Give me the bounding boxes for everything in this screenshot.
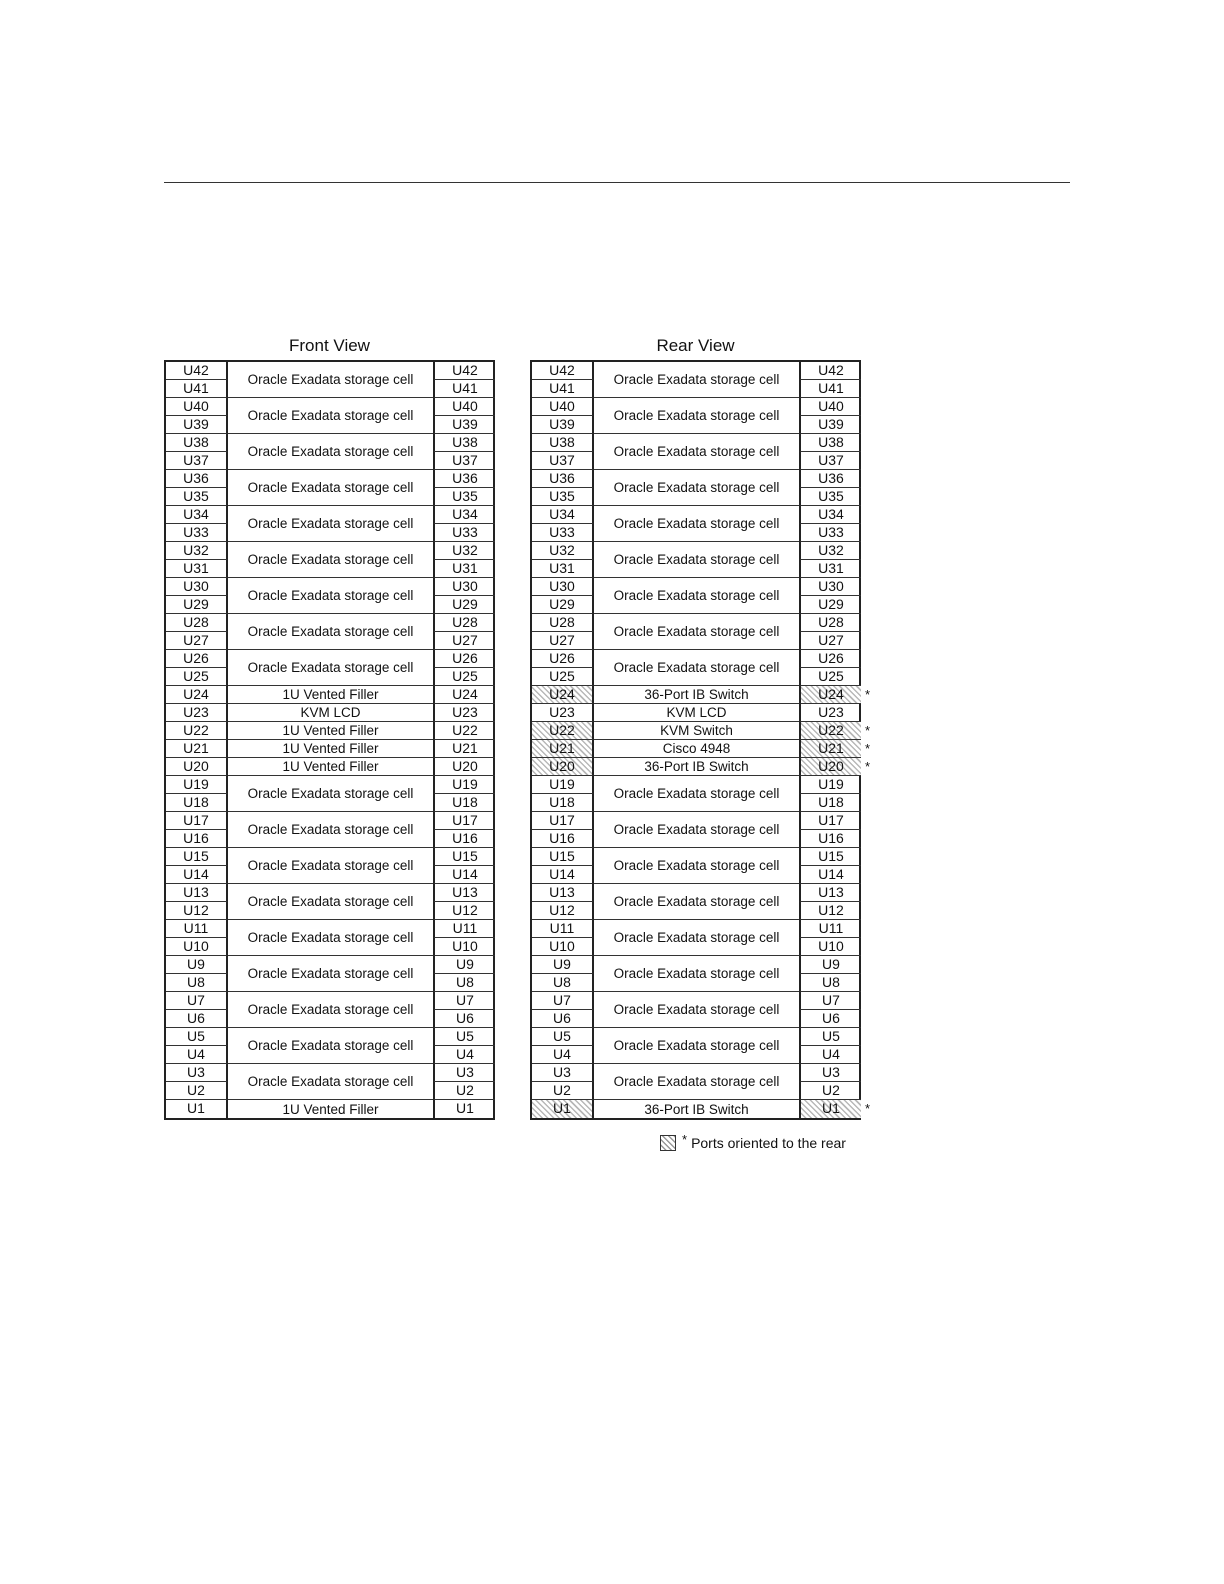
- rear-unit-label-right-u39: U39: [799, 416, 861, 434]
- front-device-u20: 1U Vented Filler: [228, 758, 433, 776]
- rear-unit-label-left-u17: U17: [532, 812, 594, 830]
- legend: [660, 1133, 846, 1153]
- front-unit-label-left-u41: U41: [166, 380, 228, 398]
- rear-unit-label-right-u13: U13: [799, 884, 861, 902]
- front-unit-label-left-u23: U23: [166, 704, 228, 722]
- front-unit-label-right-u37: U37: [433, 452, 495, 470]
- rear-unit-label-left-u37: U37: [532, 452, 594, 470]
- front-unit-label-left-u14: U14: [166, 866, 228, 884]
- rear-unit-label-left-u14: U14: [532, 866, 594, 884]
- front-unit-label-right-u38: U38: [433, 434, 495, 452]
- front-rack-grid: [164, 360, 495, 1120]
- rear-unit-label-right-u17: U17: [799, 812, 861, 830]
- front-unit-label-left-u3: U3: [166, 1064, 228, 1082]
- rear-unit-label-right-u11: U11: [799, 920, 861, 938]
- rear-device-u19: Oracle Exadata storage cell: [594, 776, 799, 812]
- rear-unit-label-right-u28: U28: [799, 614, 861, 632]
- front-unit-label-right-u29: U29: [433, 596, 495, 614]
- rear-device-u38: Oracle Exadata storage cell: [594, 434, 799, 470]
- rear-unit-label-left-u27: U27: [532, 632, 594, 650]
- rear-device-u32: Oracle Exadata storage cell: [594, 542, 799, 578]
- front-unit-label-right-u34: U34: [433, 506, 495, 524]
- rear-device-u7: Oracle Exadata storage cell: [594, 992, 799, 1028]
- front-device-u13: Oracle Exadata storage cell: [228, 884, 433, 920]
- front-unit-label-right-u1: U1: [433, 1100, 495, 1118]
- front-device-u11: Oracle Exadata storage cell: [228, 920, 433, 956]
- rear-unit-label-left-u20: U20: [532, 758, 594, 776]
- front-unit-label-left-u12: U12: [166, 902, 228, 920]
- front-device-u15: Oracle Exadata storage cell: [228, 848, 433, 884]
- rear-unit-label-left-u8: U8: [532, 974, 594, 992]
- front-unit-label-left-u20: U20: [166, 758, 228, 776]
- front-device-u40: Oracle Exadata storage cell: [228, 398, 433, 434]
- rear-unit-label-left-u29: U29: [532, 596, 594, 614]
- rear-unit-label-left-u21: U21: [532, 740, 594, 758]
- rear-unit-label-left-u18: U18: [532, 794, 594, 812]
- rear-unit-label-left-u42: U42: [532, 362, 594, 380]
- rear-unit-label-right-u14: U14: [799, 866, 861, 884]
- front-unit-label-right-u16: U16: [433, 830, 495, 848]
- front-unit-label-left-u26: U26: [166, 650, 228, 668]
- rear-unit-label-right-u37: U37: [799, 452, 861, 470]
- front-unit-label-right-u11: U11: [433, 920, 495, 938]
- rear-unit-label-right-u29: U29: [799, 596, 861, 614]
- front-device-u32: Oracle Exadata storage cell: [228, 542, 433, 578]
- rear-unit-label-right-u22: U22: [799, 722, 861, 740]
- rear-view-rack: [530, 335, 871, 1120]
- rear-device-u3: Oracle Exadata storage cell: [594, 1064, 799, 1100]
- front-device-u34: Oracle Exadata storage cell: [228, 506, 433, 542]
- front-unit-label-right-u32: U32: [433, 542, 495, 560]
- front-unit-label-right-u6: U6: [433, 1010, 495, 1028]
- rear-unit-label-left-u10: U10: [532, 938, 594, 956]
- rear-rear-ports-marker-u21: *: [865, 741, 871, 756]
- front-device-u5: Oracle Exadata storage cell: [228, 1028, 433, 1064]
- front-device-u24: 1U Vented Filler: [228, 686, 433, 704]
- front-unit-label-right-u30: U30: [433, 578, 495, 596]
- front-unit-label-left-u16: U16: [166, 830, 228, 848]
- rear-unit-label-right-u20: U20: [799, 758, 861, 776]
- front-unit-label-right-u15: U15: [433, 848, 495, 866]
- rear-unit-label-right-u40: U40: [799, 398, 861, 416]
- rear-unit-label-left-u24: U24: [532, 686, 594, 704]
- front-device-u38: Oracle Exadata storage cell: [228, 434, 433, 470]
- rear-unit-label-right-u41: U41: [799, 380, 861, 398]
- rear-unit-label-right-u12: U12: [799, 902, 861, 920]
- front-unit-label-right-u21: U21: [433, 740, 495, 758]
- front-device-u42: Oracle Exadata storage cell: [228, 362, 433, 398]
- rear-unit-label-left-u22: U22: [532, 722, 594, 740]
- header-rule: [164, 182, 1070, 183]
- rear-device-u40: Oracle Exadata storage cell: [594, 398, 799, 434]
- rear-unit-label-right-u7: U7: [799, 992, 861, 1010]
- front-device-u23: KVM LCD: [228, 704, 433, 722]
- rear-unit-label-right-u10: U10: [799, 938, 861, 956]
- front-unit-label-right-u27: U27: [433, 632, 495, 650]
- rear-device-u15: Oracle Exadata storage cell: [594, 848, 799, 884]
- front-unit-label-right-u4: U4: [433, 1046, 495, 1064]
- front-unit-label-right-u35: U35: [433, 488, 495, 506]
- rear-rear-ports-marker-u20: *: [865, 759, 871, 774]
- front-unit-label-left-u27: U27: [166, 632, 228, 650]
- rear-device-u5: Oracle Exadata storage cell: [594, 1028, 799, 1064]
- front-device-u30: Oracle Exadata storage cell: [228, 578, 433, 614]
- rear-unit-label-left-u28: U28: [532, 614, 594, 632]
- front-unit-label-left-u35: U35: [166, 488, 228, 506]
- rear-unit-label-right-u35: U35: [799, 488, 861, 506]
- rear-rack-grid: [530, 360, 861, 1120]
- rear-unit-label-left-u15: U15: [532, 848, 594, 866]
- front-unit-label-left-u37: U37: [166, 452, 228, 470]
- rear-unit-label-left-u32: U32: [532, 542, 594, 560]
- rear-unit-label-right-u18: U18: [799, 794, 861, 812]
- rear-unit-label-right-u15: U15: [799, 848, 861, 866]
- front-unit-label-left-u33: U33: [166, 524, 228, 542]
- front-device-u9: Oracle Exadata storage cell: [228, 956, 433, 992]
- rear-unit-label-right-u1: U1: [799, 1100, 861, 1118]
- legend-star: *: [682, 1131, 688, 1147]
- front-unit-label-left-u5: U5: [166, 1028, 228, 1046]
- front-unit-label-left-u32: U32: [166, 542, 228, 560]
- rear-unit-label-left-u31: U31: [532, 560, 594, 578]
- rear-device-u1: 36-Port IB Switch: [644, 1101, 749, 1117]
- rear-device-u11: Oracle Exadata storage cell: [594, 920, 799, 956]
- rear-unit-label-right-u38: U38: [799, 434, 861, 452]
- front-unit-label-right-u39: U39: [433, 416, 495, 434]
- front-unit-label-left-u38: U38: [166, 434, 228, 452]
- front-view-title: Front View: [289, 336, 370, 355]
- front-unit-label-left-u2: U2: [166, 1082, 228, 1100]
- rear-unit-label-left-u39: U39: [532, 416, 594, 434]
- front-unit-label-left-u10: U10: [166, 938, 228, 956]
- rear-view-title: Rear View: [656, 336, 735, 355]
- front-unit-label-left-u19: U19: [166, 776, 228, 794]
- front-unit-label-left-u7: U7: [166, 992, 228, 1010]
- front-device-u7: Oracle Exadata storage cell: [228, 992, 433, 1028]
- front-device-u19: Oracle Exadata storage cell: [228, 776, 433, 812]
- front-device-u3: Oracle Exadata storage cell: [228, 1064, 433, 1100]
- rear-device-u36: Oracle Exadata storage cell: [594, 470, 799, 506]
- rear-device-u34: Oracle Exadata storage cell: [594, 506, 799, 542]
- rear-device-u30: Oracle Exadata storage cell: [594, 578, 799, 614]
- rear-unit-label-left-u23: U23: [532, 704, 594, 722]
- rear-unit-label-left-u1: U1: [532, 1100, 594, 1118]
- front-unit-label-right-u24: U24: [433, 686, 495, 704]
- front-unit-label-left-u25: U25: [166, 668, 228, 686]
- rear-unit-label-right-u31: U31: [799, 560, 861, 578]
- rear-unit-label-right-u24: U24: [799, 686, 861, 704]
- rear-unit-label-left-u3: U3: [532, 1064, 594, 1082]
- front-unit-label-right-u22: U22: [433, 722, 495, 740]
- rear-device-u22: KVM Switch: [594, 722, 799, 740]
- rear-unit-label-right-u3: U3: [799, 1064, 861, 1082]
- front-unit-label-left-u17: U17: [166, 812, 228, 830]
- rear-unit-label-right-u16: U16: [799, 830, 861, 848]
- front-unit-label-right-u23: U23: [433, 704, 495, 722]
- front-unit-label-right-u42: U42: [433, 362, 495, 380]
- front-unit-label-right-u12: U12: [433, 902, 495, 920]
- front-unit-label-right-u18: U18: [433, 794, 495, 812]
- rear-unit-label-left-u6: U6: [532, 1010, 594, 1028]
- rear-unit-label-left-u36: U36: [532, 470, 594, 488]
- rear-unit-label-left-u33: U33: [532, 524, 594, 542]
- front-unit-label-left-u13: U13: [166, 884, 228, 902]
- rear-unit-label-right-u19: U19: [799, 776, 861, 794]
- front-unit-label-right-u3: U3: [433, 1064, 495, 1082]
- rear-unit-label-right-u33: U33: [799, 524, 861, 542]
- front-unit-label-left-u31: U31: [166, 560, 228, 578]
- rear-unit-label-left-u41: U41: [532, 380, 594, 398]
- rear-unit-label-left-u25: U25: [532, 668, 594, 686]
- front-device-u28: Oracle Exadata storage cell: [228, 614, 433, 650]
- rear-rear-ports-marker-u1: *: [865, 1101, 871, 1116]
- rear-unit-label-right-u6: U6: [799, 1010, 861, 1028]
- front-unit-label-left-u30: U30: [166, 578, 228, 596]
- front-unit-label-right-u36: U36: [433, 470, 495, 488]
- rear-unit-label-right-u9: U9: [799, 956, 861, 974]
- rear-unit-label-left-u40: U40: [532, 398, 594, 416]
- rear-unit-label-left-u35: U35: [532, 488, 594, 506]
- front-unit-label-left-u28: U28: [166, 614, 228, 632]
- front-device-u22: 1U Vented Filler: [228, 722, 433, 740]
- front-unit-label-right-u33: U33: [433, 524, 495, 542]
- front-unit-label-left-u6: U6: [166, 1010, 228, 1028]
- rear-device-u21: Cisco 4948: [594, 740, 799, 758]
- front-unit-label-left-u11: U11: [166, 920, 228, 938]
- front-unit-label-right-u31: U31: [433, 560, 495, 578]
- rear-device-u20: 36-Port IB Switch: [594, 758, 799, 776]
- rear-unit-label-right-u34: U34: [799, 506, 861, 524]
- rear-unit-label-left-u4: U4: [532, 1046, 594, 1064]
- front-unit-label-left-u8: U8: [166, 974, 228, 992]
- front-unit-label-left-u24: U24: [166, 686, 228, 704]
- rear-unit-label-right-u42: U42: [799, 362, 861, 380]
- rear-unit-label-left-u16: U16: [532, 830, 594, 848]
- front-unit-label-left-u42: U42: [166, 362, 228, 380]
- rear-device-u13: Oracle Exadata storage cell: [594, 884, 799, 920]
- front-unit-label-right-u2: U2: [433, 1082, 495, 1100]
- front-device-u17: Oracle Exadata storage cell: [228, 812, 433, 848]
- front-unit-label-right-u7: U7: [433, 992, 495, 1010]
- rear-unit-label-left-u30: U30: [532, 578, 594, 596]
- front-unit-label-right-u20: U20: [433, 758, 495, 776]
- front-unit-label-right-u41: U41: [433, 380, 495, 398]
- rear-unit-label-right-u25: U25: [799, 668, 861, 686]
- front-unit-label-left-u4: U4: [166, 1046, 228, 1064]
- front-unit-label-left-u22: U22: [166, 722, 228, 740]
- rear-unit-label-right-u26: U26: [799, 650, 861, 668]
- front-unit-label-left-u15: U15: [166, 848, 228, 866]
- front-unit-label-right-u5: U5: [433, 1028, 495, 1046]
- front-unit-label-right-u28: U28: [433, 614, 495, 632]
- rear-unit-label-left-u2: U2: [532, 1082, 594, 1100]
- hatched-swatch-icon: [660, 1135, 676, 1151]
- front-device-u36: Oracle Exadata storage cell: [228, 470, 433, 506]
- rear-unit-label-left-u26: U26: [532, 650, 594, 668]
- rear-unit-label-right-u27: U27: [799, 632, 861, 650]
- front-unit-label-left-u1: U1: [166, 1100, 228, 1118]
- rear-rear-ports-marker-u24: *: [865, 687, 871, 702]
- front-unit-label-left-u36: U36: [166, 470, 228, 488]
- front-unit-label-right-u25: U25: [433, 668, 495, 686]
- rear-unit-label-left-u19: U19: [532, 776, 594, 794]
- front-unit-label-right-u19: U19: [433, 776, 495, 794]
- rear-device-u26: Oracle Exadata storage cell: [594, 650, 799, 686]
- front-unit-label-left-u29: U29: [166, 596, 228, 614]
- front-unit-label-right-u8: U8: [433, 974, 495, 992]
- rear-unit-label-left-u5: U5: [532, 1028, 594, 1046]
- front-view-rack: [164, 335, 495, 1120]
- rear-unit-label-left-u9: U9: [532, 956, 594, 974]
- rear-device-u17: Oracle Exadata storage cell: [594, 812, 799, 848]
- rear-unit-label-left-u12: U12: [532, 902, 594, 920]
- front-unit-label-right-u13: U13: [433, 884, 495, 902]
- front-unit-label-left-u40: U40: [166, 398, 228, 416]
- rear-device-u28: Oracle Exadata storage cell: [594, 614, 799, 650]
- front-unit-label-right-u17: U17: [433, 812, 495, 830]
- rear-unit-label-right-u23: U23: [799, 704, 861, 722]
- rear-unit-label-left-u11: U11: [532, 920, 594, 938]
- rear-device-u23: KVM LCD: [594, 704, 799, 722]
- rear-rear-ports-marker-u22: *: [865, 723, 871, 738]
- rear-unit-label-right-u36: U36: [799, 470, 861, 488]
- rear-unit-label-right-u5: U5: [799, 1028, 861, 1046]
- legend-text: Ports oriented to the rear: [691, 1135, 846, 1151]
- front-unit-label-left-u21: U21: [166, 740, 228, 758]
- rear-unit-label-left-u13: U13: [532, 884, 594, 902]
- rear-device-u9: Oracle Exadata storage cell: [594, 956, 799, 992]
- rear-device-u24: 36-Port IB Switch: [594, 686, 799, 704]
- front-device-u1: 1U Vented Filler: [282, 1101, 379, 1117]
- front-unit-label-right-u9: U9: [433, 956, 495, 974]
- front-unit-label-left-u34: U34: [166, 506, 228, 524]
- rear-unit-label-right-u8: U8: [799, 974, 861, 992]
- rear-unit-label-right-u4: U4: [799, 1046, 861, 1064]
- front-unit-label-left-u18: U18: [166, 794, 228, 812]
- front-unit-label-right-u14: U14: [433, 866, 495, 884]
- rear-unit-label-right-u30: U30: [799, 578, 861, 596]
- front-unit-label-left-u9: U9: [166, 956, 228, 974]
- rear-unit-label-left-u7: U7: [532, 992, 594, 1010]
- rear-unit-label-right-u32: U32: [799, 542, 861, 560]
- front-device-u21: 1U Vented Filler: [228, 740, 433, 758]
- rear-unit-label-left-u34: U34: [532, 506, 594, 524]
- rear-unit-label-right-u2: U2: [799, 1082, 861, 1100]
- rear-unit-label-right-u21: U21: [799, 740, 861, 758]
- front-unit-label-left-u39: U39: [166, 416, 228, 434]
- front-unit-label-right-u26: U26: [433, 650, 495, 668]
- rear-unit-label-left-u38: U38: [532, 434, 594, 452]
- rear-device-u42: Oracle Exadata storage cell: [594, 362, 799, 398]
- front-unit-label-right-u40: U40: [433, 398, 495, 416]
- front-device-u26: Oracle Exadata storage cell: [228, 650, 433, 686]
- front-unit-label-right-u10: U10: [433, 938, 495, 956]
